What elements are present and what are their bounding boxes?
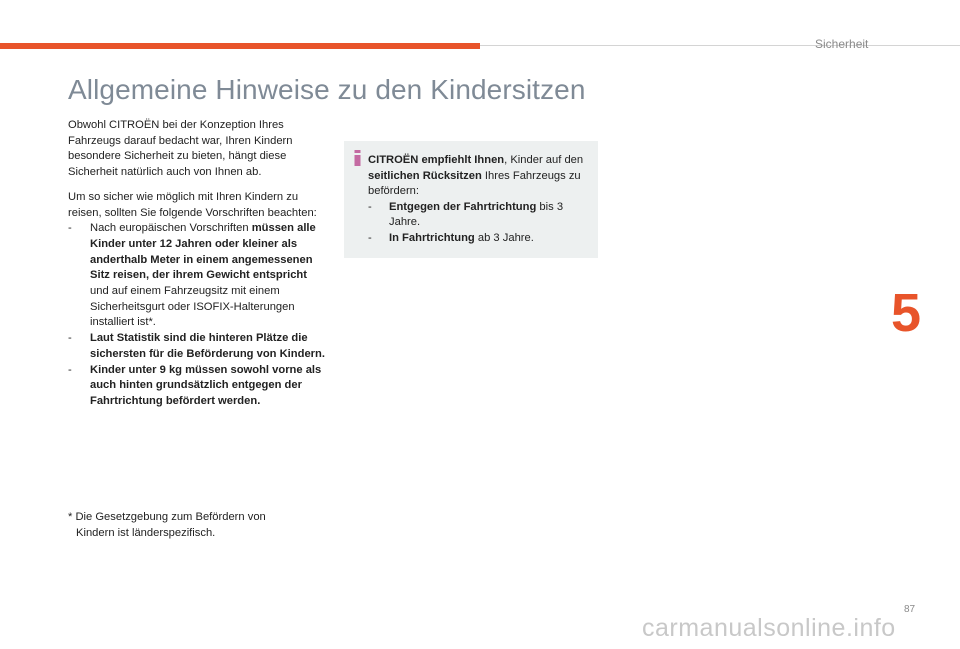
list-item bbox=[368, 200, 588, 231]
footnote-line-2: Kindern ist länderspezifisch. bbox=[76, 526, 216, 539]
list-dash: - bbox=[368, 200, 372, 213]
info-list bbox=[368, 200, 588, 247]
page-title: Allgemeine Hinweise zu den Kindersitzen bbox=[68, 74, 586, 105]
info-bold-2: seitlichen Rücksitzen bbox=[368, 169, 482, 182]
intro-paragraph: Obwohl CITROËN bei der Konzeption Ihres Fahrzeugs darauf bedacht war, Ihren Kindern besondere Sicherheit zu bieten, hängt diese Sicherheit natürlich auch von Ihnen ab. bbox=[68, 119, 293, 179]
rule-1-text: Nach europäischen Vorschriften bbox=[90, 222, 252, 235]
list-item bbox=[368, 231, 588, 247]
info-item-1-tail: bis 3 Jahre. bbox=[389, 200, 564, 228]
rules-intro bbox=[68, 190, 328, 221]
rule-2-bold: Laut Statistik sind die hinteren Plätze die sichersten für die Beförderung von Kindern. bbox=[90, 332, 325, 360]
header-divider bbox=[480, 45, 960, 46]
info-bold-1: CITROËN empfiehlt Ihnen bbox=[368, 154, 505, 166]
info-intro bbox=[368, 153, 588, 200]
watermark: carmanualsonline.info bbox=[642, 614, 896, 642]
rules-intro-text: Um so sicher wie möglich mit Ihren Kindern zu reisen, sollten Sie folgende Vorschriften beachten: bbox=[68, 190, 317, 219]
rule-1-bold: müssen alle Kinder unter 12 Jahren oder kleiner als anderthalb Meter in einem angemessenen Sitz reisen, der ihrem Gewicht entspricht bbox=[90, 222, 316, 282]
rules-list bbox=[68, 221, 328, 409]
footnote-line-1: * Die Gesetzgebung zum Befördern von bbox=[68, 511, 266, 523]
page-number: 87 bbox=[904, 604, 916, 615]
list-dash: - bbox=[68, 222, 72, 235]
info-text-2: Ihres Fahrzeugs zu befördern: bbox=[368, 169, 581, 197]
chapter-number: 5 bbox=[891, 283, 922, 343]
info-item-2-bold: In Fahrtrichtung bbox=[389, 231, 475, 244]
info-item-1-bold: Entgegen der Fahrtrichtung bbox=[389, 200, 537, 213]
header-accent-bar bbox=[0, 43, 480, 49]
list-dash: - bbox=[68, 332, 72, 345]
list-item bbox=[68, 363, 328, 410]
section-label: Sicherheit bbox=[815, 37, 869, 51]
list-item bbox=[68, 221, 328, 331]
rule-1-tail: und auf einem Fahrzeugsitz mit einem Sicherheitsgurt oder ISOFIX-Halterungen installiert ist*. bbox=[90, 285, 295, 329]
list-item bbox=[68, 331, 328, 362]
info-icon bbox=[354, 150, 361, 166]
info-item-2-tail: ab 3 Jahre. bbox=[474, 231, 534, 244]
rule-3-bold: Kinder unter 9 kg müssen sowohl vorne als auch hinten grundsätzlich entgegen der Fahrtrichtung befördert werden. bbox=[90, 363, 322, 407]
left-column bbox=[68, 118, 328, 410]
info-text-1: , Kinder auf den bbox=[504, 154, 584, 166]
info-text bbox=[368, 153, 588, 246]
footnote bbox=[68, 510, 328, 541]
list-dash: - bbox=[368, 231, 372, 244]
list-dash: - bbox=[68, 363, 72, 376]
